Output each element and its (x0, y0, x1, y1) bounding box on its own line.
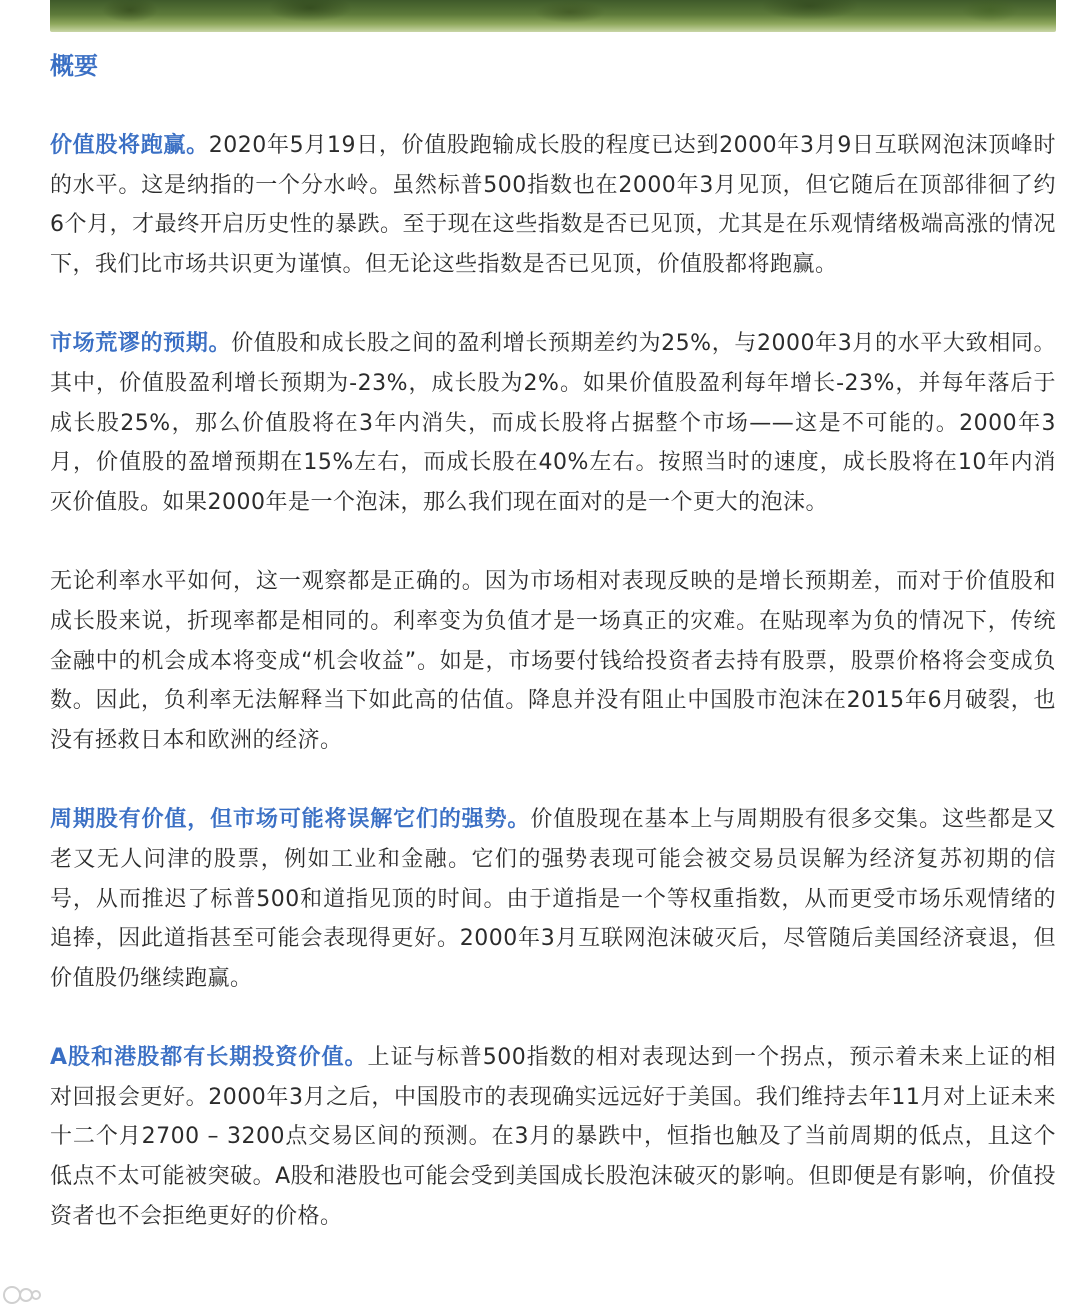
paragraph-value-outperform (50, 126, 1056, 284)
paragraph-body: 价值股现在基本上与周期股有很多交集。这些都是又老又无人问津的股票，例如工业和金融。它们的强势表现可能会被交易员误解为经济复苏初期的信号，从而推迟了标普500和道指见顶的时间。由于道指是一个等权重指数，从而更受市场乐观情绪的追捧，因此道指甚至可能会表现得更好。2000年3月互联网泡沫破灭后，尽管随后美国经济衰退，但价值股仍继续跑赢。 (50, 807, 1056, 991)
paragraph-lead: 周期股有价值，但市场可能将误解它们的强势。 (50, 807, 531, 833)
paragraph-lead: 市场荒谬的预期。 (50, 331, 232, 357)
watermark-logo-icon (2, 1280, 42, 1310)
paragraph-interest-rates (50, 562, 1056, 760)
paragraph-body: 2020年5月19日，价值股跑输成长股的程度已达到2000年3月9日互联网泡沫顶峰时的水平。这是纳指的一个分水岭。虽然标普500指数也在2000年3月见顶，但它随后在顶部徘徊了约6个月，才最终开启历史性的暴跌。至于现在这些指数是否已见顶，尤其是在乐观情绪极端高涨的情况下，我们比市场共识更为谨慎。但无论这些指数是否已见顶，价值股都将跑赢。 (50, 133, 1056, 277)
paragraph-body: 无论利率水平如何，这一观察都是正确的。因为市场相对表现反映的是增长预期差，而对于价值股和成长股来说，折现率都是相同的。利率变为负值才是一场真正的灾难。在贴现率为负的情况下，传统金融中的机会成本将变成“机会收益”。如是，市场要付钱给投资者去持有股票，股票价格将会变成负数。因此，负利率无法解释当下如此高的估值。降息并没有阻止中国股市泡沫在2015年6月破裂，也没有拯救日本和欧洲的经济。 (50, 569, 1056, 753)
paragraph-lead: 价值股将跑赢。 (50, 133, 209, 158)
header-image (50, 0, 1056, 32)
article-body (50, 46, 1056, 1276)
paragraph-a-shares-hk (50, 1038, 1056, 1236)
paragraph-body: 价值股和成长股之间的盈利增长预期差约为25%，与2000年3月的水平大致相同。其中，价值股盈利增长预期为-23%，成长股为2%。如果价值股盈利每年增长-23%，并每年落后于成长股25%，那么价值股将在3年内消失，而成长股将占据整个市场——这是不可能的。2000年3月，价值股的盈增预期在15%左右，而成长股在40%左右。按照当时的速度，成长股将在10年内消灭价值股。如果2000年是一个泡沫，那么我们现在面对的是一个更大的泡沫。 (50, 331, 1056, 515)
paragraph-cyclicals (50, 800, 1056, 998)
paragraph-body: 上证与标普500指数的相对表现达到一个拐点，预示着未来上证的相对回报会更好。2000年3月之后，中国股市的表现确实远远好于美国。我们维持去年11月对上证未来十二个月2700 – 3200点交易区间的预测。在3月的暴跌中，恒指也触及了当前周期的低点，且这个低点不太可能被突破。A股和港股也可能会受到美国成长股泡沫破灭的影响。但即便是有影响，价值投资者也不会拒绝更好的价格。 (50, 1045, 1057, 1229)
paragraph-absurd-expectations (50, 324, 1056, 522)
paragraph-lead: A股和港股都有长期投资价值。 (50, 1045, 368, 1071)
section-heading: 概要 (50, 52, 98, 80)
